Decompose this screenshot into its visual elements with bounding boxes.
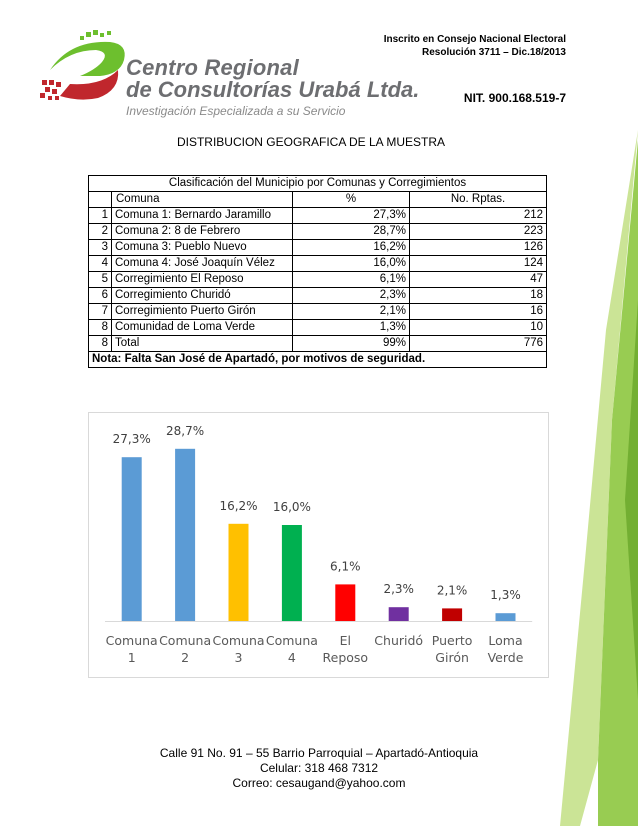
- row-count: 212: [410, 208, 547, 224]
- brand-tagline: Investigación Especializada a su Servicio: [126, 104, 346, 118]
- row-percent: 28,7%: [293, 224, 410, 240]
- data-label-7: 2,1%: [436, 583, 468, 598]
- row-count: 47: [410, 272, 547, 288]
- category-label-4-2: 4: [287, 650, 296, 665]
- table-row: [89, 256, 547, 272]
- data-label-5: 6,1%: [330, 559, 361, 574]
- row-index: 5: [89, 272, 112, 288]
- category-label-2-1: Comuna: [159, 633, 212, 648]
- footer-phone: Celular: 318 468 7312: [259, 761, 379, 775]
- category-label-6-1: Churidó: [374, 633, 424, 648]
- row-name: Total: [112, 336, 293, 352]
- table-row: [89, 304, 547, 320]
- brand-name-line2: de Consultorías Urabá Ltda.: [126, 77, 420, 102]
- data-label-1: 27,3%: [112, 432, 151, 447]
- table-header-row: [89, 192, 547, 208]
- table-row: [89, 336, 547, 352]
- category-label-8-2: Verde: [487, 650, 524, 665]
- row-index: 6: [89, 288, 112, 304]
- table-note-row: [89, 352, 547, 368]
- bar-1: [122, 457, 142, 621]
- bar-2: [175, 449, 195, 621]
- row-percent: 16,0%: [293, 256, 410, 272]
- data-label-8: 1,3%: [490, 588, 521, 603]
- category-label-4-1: Comuna: [265, 633, 318, 648]
- table-row: [89, 208, 547, 224]
- row-name: Corregimiento Puerto Girón: [112, 304, 293, 320]
- document-title: DISTRIBUCION GEOGRAFICA DE LA MUESTRA: [176, 135, 446, 149]
- category-label-1-2: 1: [127, 650, 136, 665]
- company-logo: [40, 30, 130, 110]
- data-label-2: 28,7%: [166, 423, 205, 438]
- table-row: [89, 320, 547, 336]
- chart-container: [88, 412, 549, 678]
- row-percent: 16,2%: [293, 240, 410, 256]
- table-row: [89, 272, 547, 288]
- row-percent: 6,1%: [293, 272, 410, 288]
- table-row: [89, 240, 547, 256]
- header-count: No. Rptas.: [410, 192, 547, 208]
- header-index-cell: [89, 192, 112, 208]
- sample-distribution-table: [88, 175, 547, 368]
- row-count: 16: [410, 304, 547, 320]
- row-name: Comuna 3: Pueblo Nuevo: [112, 240, 293, 256]
- bar-6: [389, 607, 409, 621]
- row-name: Comuna 1: Bernardo Jaramillo: [112, 208, 293, 224]
- row-count: 126: [410, 240, 547, 256]
- row-percent: 1,3%: [293, 320, 410, 336]
- data-label-6: 2,3%: [383, 582, 414, 597]
- row-percent: 2,3%: [293, 288, 410, 304]
- category-label-1-1: Comuna: [105, 633, 158, 648]
- row-name: Comuna 4: José Joaquín Vélez: [112, 256, 293, 272]
- row-count: 776: [410, 336, 547, 352]
- row-index: 7: [89, 304, 112, 320]
- row-percent: 2,1%: [293, 304, 410, 320]
- bar-5: [335, 584, 355, 621]
- document-title-wrap: [0, 135, 638, 149]
- category-label-3-1: Comuna: [212, 633, 265, 648]
- bar-3: [229, 524, 249, 621]
- row-count: 18: [410, 288, 547, 304]
- row-index: 8: [89, 336, 112, 352]
- table-note: Nota: Falta San José de Apartadó, por motivos de seguridad.: [89, 352, 547, 368]
- row-name: Comunidad de Loma Verde: [112, 320, 293, 336]
- table-caption: Clasificación del Municipio por Comunas y Corregimientos: [89, 176, 547, 192]
- category-label-7-2: Girón: [435, 650, 469, 665]
- category-label-5-1: El: [339, 633, 351, 648]
- bar-chart: [89, 413, 548, 677]
- header-comuna: Comuna: [112, 192, 293, 208]
- brand-name-line1: Centro Regional: [126, 55, 299, 80]
- table-row: [89, 224, 547, 240]
- row-index: 4: [89, 256, 112, 272]
- row-count: 223: [410, 224, 547, 240]
- row-name: Comuna 2: 8 de Febrero: [112, 224, 293, 240]
- row-index: 8: [89, 320, 112, 336]
- registration-line1: Inscrito en Consejo Nacional Electoral: [383, 34, 566, 45]
- category-label-2-2: 2: [181, 650, 190, 665]
- row-count: 124: [410, 256, 547, 272]
- row-percent: 99%: [293, 336, 410, 352]
- footer-address: Calle 91 No. 91 – 55 Barrio Parroquial – Apartadó-Antioquia: [159, 746, 479, 760]
- bar-7: [442, 608, 462, 621]
- nit-number: NIT. 900.168.519-7: [463, 91, 566, 105]
- category-label-5-2: Reposo: [322, 650, 369, 665]
- category-label-7-1: Puerto: [431, 633, 473, 648]
- category-label-3-2: 3: [234, 650, 243, 665]
- category-label-8-1: Loma: [488, 633, 523, 648]
- row-name: Corregimiento El Reposo: [112, 272, 293, 288]
- row-index: 3: [89, 240, 112, 256]
- registration-line2: Resolución 3711 – Dic.18/2013: [422, 47, 566, 58]
- row-index: 2: [89, 224, 112, 240]
- table-caption-row: [89, 176, 547, 192]
- header-percent: %: [293, 192, 410, 208]
- row-count: 10: [410, 320, 547, 336]
- table-row: [89, 288, 547, 304]
- data-label-4: 16,0%: [272, 500, 311, 514]
- row-percent: 27,3%: [293, 208, 410, 224]
- footer-email: Correo: cesaugand@yahoo.com: [232, 776, 406, 790]
- data-label-3: 16,2%: [219, 498, 258, 513]
- bar-8: [496, 613, 516, 621]
- row-name: Corregimiento Churidó: [112, 288, 293, 304]
- bar-4: [282, 525, 302, 621]
- row-index: 1: [89, 208, 112, 224]
